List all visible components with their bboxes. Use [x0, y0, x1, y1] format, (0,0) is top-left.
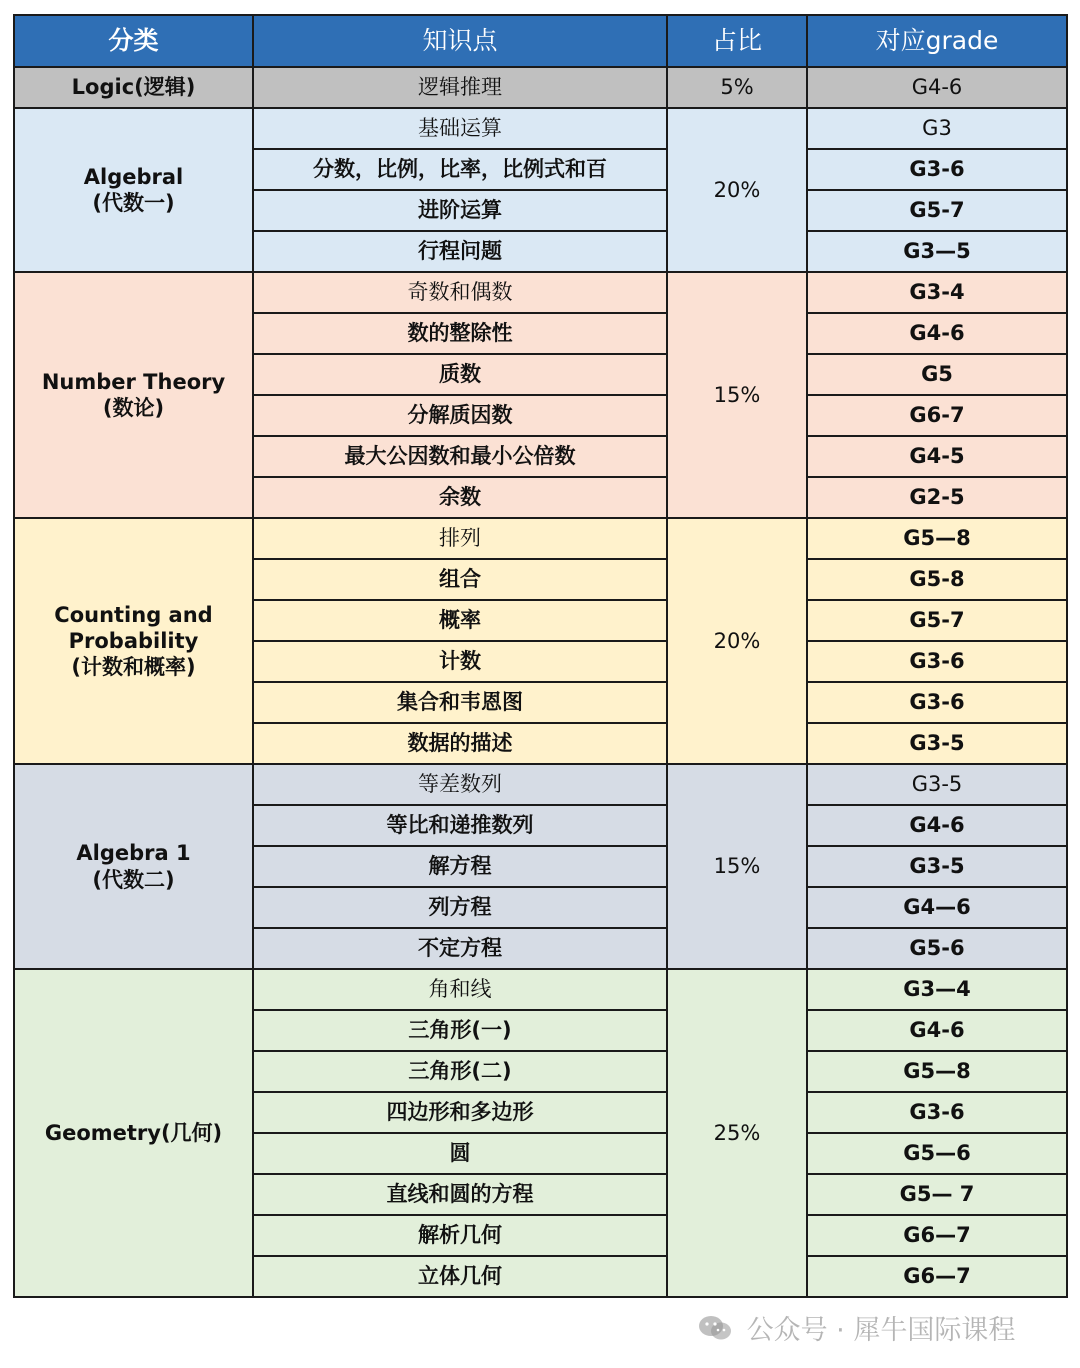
- topic-cell: 等差数列: [253, 764, 667, 805]
- grade-cell: G5-7: [807, 190, 1067, 231]
- category-label: Algebra 1: [76, 841, 191, 866]
- grade-cell: G5-7: [807, 600, 1067, 641]
- header-row: [14, 15, 1067, 67]
- grade-cell: G5: [807, 354, 1067, 395]
- topic-cell: 立体几何: [253, 1256, 667, 1297]
- category-label: (代数一): [92, 191, 175, 215]
- grade-cell: G5-8: [807, 559, 1067, 600]
- topic-cell: 等比和递推数列: [253, 805, 667, 846]
- grade-cell: G6—7: [807, 1256, 1067, 1297]
- category-label: Number Theory: [41, 369, 226, 394]
- share-cell: 25%: [667, 969, 807, 1297]
- topic-cell: 分数，比例，比率，比例式和百: [253, 149, 667, 190]
- grade-cell: G4-6: [807, 1010, 1067, 1051]
- topic-cell: 基础运算: [253, 108, 667, 149]
- topic-cell: 解方程: [253, 846, 667, 887]
- topic-cell: 数据的描述: [253, 723, 667, 764]
- category-cell: [14, 108, 253, 272]
- grade-cell: G3-6: [807, 149, 1067, 190]
- header-grade: 对应grade: [807, 15, 1067, 67]
- grade-cell: G5-6: [807, 928, 1067, 969]
- grade-cell: G3-5: [807, 764, 1067, 805]
- header-share: 占比: [667, 15, 807, 67]
- topic-cell: 角和线: [253, 969, 667, 1010]
- share-cell: 20%: [667, 108, 807, 272]
- grade-cell: G5—6: [807, 1133, 1067, 1174]
- topic-cell: 分解质因数: [253, 395, 667, 436]
- header-topic: 知识点: [253, 15, 667, 67]
- category-label: Algebral: [83, 164, 184, 189]
- grade-cell: G4-6: [807, 805, 1067, 846]
- category-cell: [14, 67, 253, 108]
- grade-cell: G3-4: [807, 272, 1067, 313]
- topic-cell: 三角形(一): [253, 1010, 667, 1051]
- topic-cell: 集合和韦恩图: [253, 682, 667, 723]
- table-row: [14, 272, 1067, 313]
- category-label: Probability: [68, 628, 199, 653]
- share-cell: 5%: [667, 67, 807, 108]
- grade-cell: G4-5: [807, 436, 1067, 477]
- topic-cell: 进阶运算: [253, 190, 667, 231]
- curriculum-table: [13, 14, 1068, 1298]
- category-label: (代数二): [92, 867, 175, 892]
- topic-cell: 解析几何: [253, 1215, 667, 1256]
- table-body: [14, 67, 1067, 1297]
- topic-cell: 逻辑推理: [253, 67, 667, 108]
- grade-cell: G3—4: [807, 969, 1067, 1010]
- topic-cell: 质数: [253, 354, 667, 395]
- grade-cell: G5—8: [807, 1051, 1067, 1092]
- table-row: [14, 764, 1067, 805]
- grade-cell: G2-5: [807, 477, 1067, 518]
- grade-cell: G3: [807, 108, 1067, 149]
- category-cell: [14, 518, 253, 764]
- grade-cell: G5—8: [807, 518, 1067, 559]
- share-cell: 15%: [667, 764, 807, 969]
- share-cell: 20%: [667, 518, 807, 764]
- topic-cell: 数的整除性: [253, 313, 667, 354]
- topic-cell: 行程问题: [253, 231, 667, 272]
- watermark-text: 公众号 · 犀牛国际课程: [746, 1315, 1016, 1346]
- topic-cell: 列方程: [253, 887, 667, 928]
- grade-cell: G3-5: [807, 723, 1067, 764]
- topic-cell: 圆: [253, 1133, 667, 1174]
- grade-cell: G3-6: [807, 641, 1067, 682]
- grade-cell: G4-6: [807, 67, 1067, 108]
- topic-cell: 余数: [253, 477, 667, 518]
- table-row: [14, 108, 1067, 149]
- category-label: (数论): [102, 396, 165, 420]
- topic-cell: 概率: [253, 600, 667, 641]
- category-label: Geometry(几何): [44, 1120, 223, 1145]
- category-label: Logic(逻辑): [71, 75, 196, 100]
- grade-cell: G5— 7: [807, 1174, 1067, 1215]
- grade-cell: G4—6: [807, 887, 1067, 928]
- category-cell: [14, 272, 253, 518]
- topic-cell: 四边形和多边形: [253, 1092, 667, 1133]
- watermark: [698, 1308, 1015, 1349]
- category-cell: [14, 764, 253, 969]
- topic-cell: 组合: [253, 559, 667, 600]
- table-row: [14, 67, 1067, 108]
- topic-cell: 不定方程: [253, 928, 667, 969]
- topic-cell: 三角形(二): [253, 1051, 667, 1092]
- grade-cell: G6—7: [807, 1215, 1067, 1256]
- table-row: [14, 518, 1067, 559]
- table-row: [14, 969, 1067, 1010]
- grade-cell: G3-6: [807, 682, 1067, 723]
- grade-cell: G3-6: [807, 1092, 1067, 1133]
- category-label: Counting and: [54, 602, 213, 627]
- topic-cell: 奇数和偶数: [253, 272, 667, 313]
- share-cell: 15%: [667, 272, 807, 518]
- topic-cell: 计数: [253, 641, 667, 682]
- grade-cell: G4-6: [807, 313, 1067, 354]
- topic-cell: 最大公因数和最小公倍数: [253, 436, 667, 477]
- wechat-icon: [698, 1314, 732, 1349]
- category-cell: [14, 969, 253, 1297]
- topic-cell: 直线和圆的方程: [253, 1174, 667, 1215]
- topic-cell: 排列: [253, 518, 667, 559]
- header-category: 分类: [14, 15, 253, 67]
- grade-cell: G6-7: [807, 395, 1067, 436]
- category-label: (计数和概率): [71, 655, 196, 680]
- grade-cell: G3-5: [807, 846, 1067, 887]
- grade-cell: G3—5: [807, 231, 1067, 272]
